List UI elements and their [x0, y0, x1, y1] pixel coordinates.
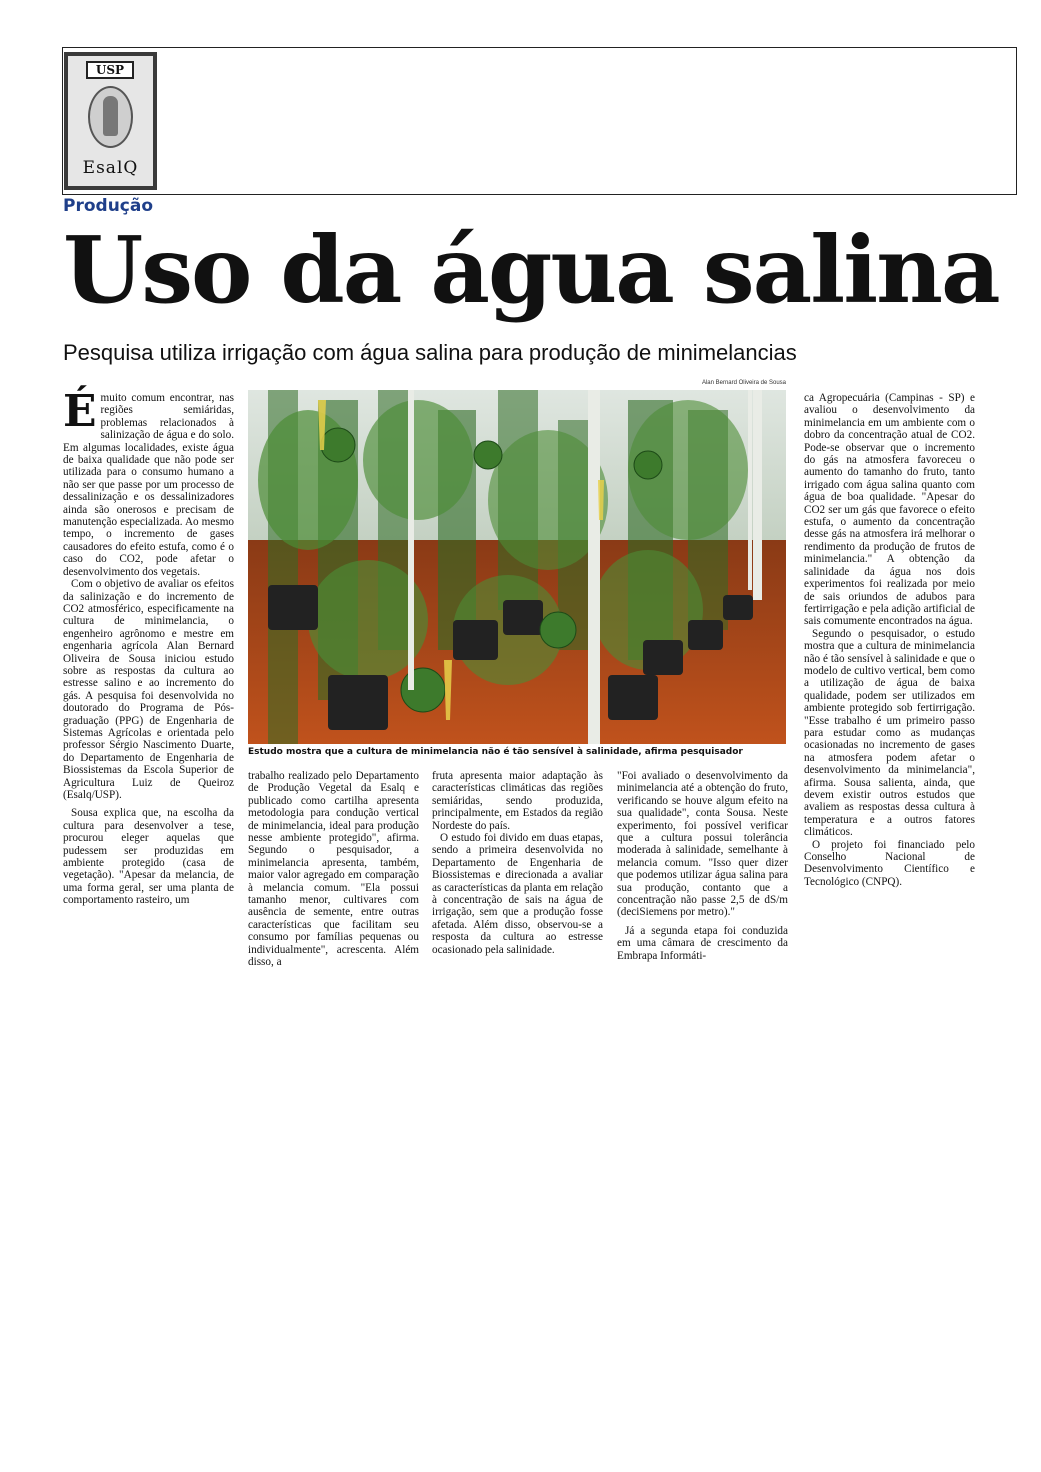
paragraph: fruta apresenta maior adaptação às características climáticas das regiões semiáridas, sendo produzida, principalmente, em Estados da região Nordeste do país. — [432, 770, 603, 832]
logo-usp-label: USP — [86, 61, 134, 79]
article-column-2 — [248, 770, 419, 969]
article-column-4 — [617, 770, 788, 962]
paragraph: Émuito comum encontrar, nas regiões semiáridas, problemas relacionados à salinização de água e do solo. Em algumas localidades, existe água de baixa qualidade que não pode ser utilizada para o consumo humano a não ser que passe por um processo de dessalinização e os dessalinizadores ainda são onerosos e precisam de manutenção especializada. Ao mesmo tempo, o incremento de gases causadores do efeito estufa, como é o caso do CO2, pode afetar o desenvolvimento dos vegetais. — [63, 386, 234, 578]
article-column-5 — [804, 392, 975, 888]
paragraph: O estudo foi divido em duas etapas, sendo a primeira desenvolvida no Departamento de Engenharia de Biossistemas e direcionada a avaliar as características da planta em relação à concentração de sais na água de irrigação, sem que a produção fosse afetada. Além disso, observou-se a resposta da cultura ao estresse ocasionado pela salinidade. — [432, 832, 603, 956]
paragraph: Segundo o pesquisador, o estudo mostra que a cultura de minimelancia não é tão sensível à salinidade e que o modelo de cultivo vertical, bem como a utilização de água de baixa qualidade, podem ser utilizados em ambiente protegido sob fertirrigação. "Esse trabalho é um primeiro passo para estudar como as mudanças ocasionadas no incremento de gases na atmosfera podem afetar o desenvolvimento da minimelancia", afirma. Sousa salienta, ainda, que devem existir outros estudos que avaliem as respostas dessa cultura à temperatura e a outros fatores climáticos. — [804, 627, 975, 839]
logo-name-label: EsalQ — [82, 158, 139, 178]
header-frame — [62, 47, 1017, 195]
paragraph: Sousa explica que, na escolha da cultura para desenvolver a tese, procurou eleger aquelas que pudessem ser produzidas em ambiente protegido (casa de vegetação). "Apesar da melancia, de uma forma geral, ser uma planta de comportamento rasteiro, um — [63, 807, 234, 907]
headline: Uso da água salina — [63, 216, 999, 324]
esalq-logo — [64, 52, 157, 190]
drop-cap: É — [63, 386, 97, 437]
paragraph: trabalho realizado pelo Departamento de Produção Vegetal da Esalq e publicado como cartilha apresenta metodologia para condução vertical de minimelancia, ideal para produção nesse ambiente protegido", afirma. Segundo o pesquisador, a minimelancia apresenta, também, maior valor agregado em comparação à melancia comum. "Ela possui tamanho menor, cultivares com ausência de semente, entre outras características que facilitam seu consumo por famílias pequenas ou individualmente", acrescenta. Além disso, a — [248, 770, 419, 969]
article-column-1 — [63, 386, 234, 907]
photo-credit: Alan Bernard Oliveira de Sousa — [701, 380, 786, 386]
greenhouse-photo — [248, 390, 786, 744]
article-column-3 — [432, 770, 603, 956]
paragraph: Já a segunda etapa foi conduzida em uma câmara de crescimento da Embrapa Informáti- — [617, 924, 788, 962]
logo-seal-icon — [88, 86, 133, 148]
section-label: Produção — [63, 196, 154, 216]
paragraph: ca Agropecuária (Campinas - SP) e avaliou o desenvolvimento da minimelancia em um ambiente com o dobro da concentração atual de CO2. Pode-se observar que o incremento do gás na atmosfera favoreceu o aumento do tamanho do fruto, tanto irrigado com água salina quanto com água de boa qualidade. "Apesar do CO2 ser um gás que favorece o efeito estufa, o aumento da concentração desse gás na atmosfera irá melhorar o rendimento da produção de frutos de minimelancia." A obtenção da salinidade da água nos dois experimentos foi realizada por meio de sais oriundos de adubos para fertirrigação e pela adição artificial de sais comumente encontrados na água. — [804, 392, 975, 628]
paragraph: Com o objetivo de avaliar os efeitos da salinização e do incremento de CO2 atmosférico, especificamente na cultura de minimelancia, o engenheiro agrônomo e mestre em engenharia agrícola Alan Bernard Oliveira de Sousa iniciou estudo sobre as respostas da cultura ao estresse salino e ao incremento do gás. A pesquisa foi desenvolvida no doutorado do Programa de Pós-graduação (PPG) de Engenharia de Sistemas Agrícolas e orientada pelo professor Sérgio Nascimento Duarte, do Departamento de Engenharia de Biossistemas da Escola Superior de Agricultura Luiz de Queiroz (Esalq/USP). — [63, 578, 234, 801]
subheadline: Pesquisa utiliza irrigação com água salina para produção de minimelancias — [63, 340, 797, 365]
paragraph: O projeto foi financiado pelo Conselho Nacional de Desenvolvimento Científico e Tecnológico (CNPQ). — [804, 838, 975, 888]
photo-caption: Estudo mostra que a cultura de minimelancia não é tão sensível à salinidade, afirma pesquisador — [248, 747, 743, 757]
paragraph: "Foi avaliado o desenvolvimento da minimelancia até a obtenção do fruto, verificando se houve algum efeito na sua qualidade", conta Sousa. Neste experimento, foi possível verificar que a cultura possui tolerância moderada à salinidade, semelhante à melancia comum. "Isso quer dizer que podemos utilizar água salina para sua produção, contanto que a concentração não passe 2,5 de dS/m (deciSiemens por metro)." — [617, 770, 788, 919]
